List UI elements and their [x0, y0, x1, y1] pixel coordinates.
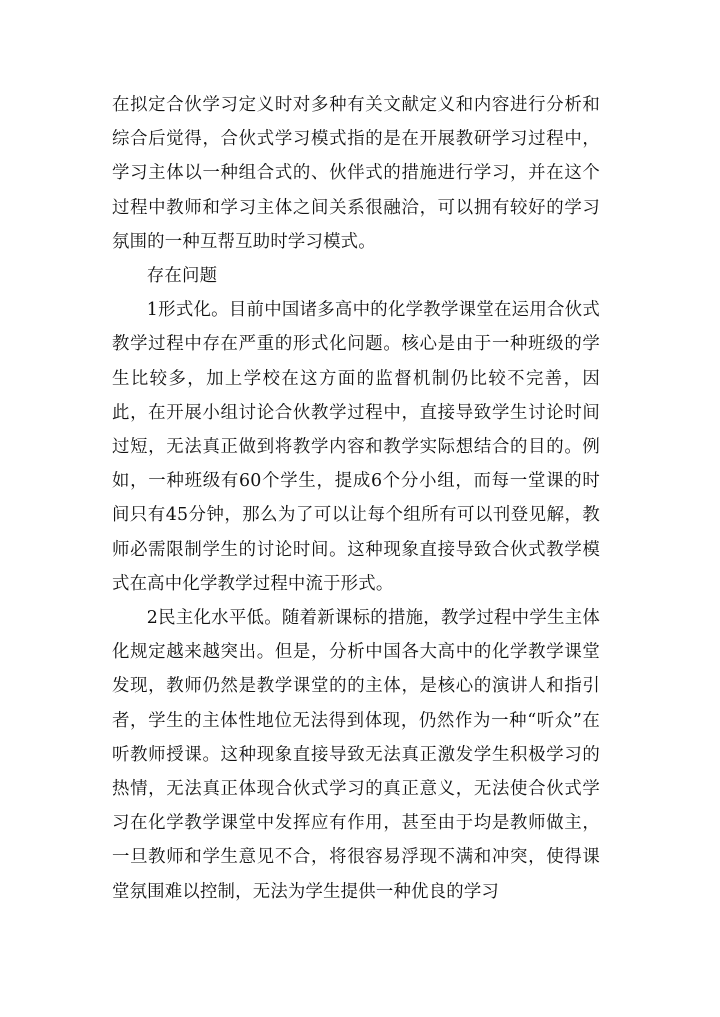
section-heading-problems: 存在问题: [146, 266, 218, 287]
paragraph-formalization: 1形式化。目前中国诸多高中的化学教学课堂在运用合伙式教学过程中存在严重的形式化问题。核心是由于一种班级的学生比较多，加上学校在这方面的监督机制仍比较不完善，因此，在开展小组讨论合伙教学过程中，直接导致学生讨论时间过短，无法真正做到将教学内容和教学实际想结合的目的。例如，一种班级有60个学生，提成6个分小组，而每一堂课的时间只有45分钟，那么为了可以让每个组所有可以刊登见解，教师必需限制学生的讨论时间。这种现象直接导致合伙式教学模式在高中化学教学过程中流于形式。: [112, 300, 600, 594]
document-body: [112, 88, 600, 909]
paragraph-democratization: 2民主化水平低。随着新课标的措施，教学过程中学生主体化规定越来越突出。但是，分析中国各大高中的化学教学课堂发现，教师仍然是教学课堂的的主体，是核心的演讲人和指引者，学生的主体性地位无法得到体现，仍然作为一种“听众”在听教师授课。这种现象直接导致无法真正激发学生积极学习的热情，无法真正体现合伙式学习的真正意义，无法使合伙式学习在化学教学课堂中发挥应有作用，甚至由于均是教师做主，一旦教师和学生意见不合，将很容易浮现不满和冲突，使得课堂氛围难以控制，无法为学生提供一种优良的学习: [112, 608, 600, 902]
paragraph-definition: 在拟定合伙学习定义时对多种有关文献定义和内容进行分析和综合后觉得，合伙式学习模式指的是在开展教研学习过程中，学习主体以一种组合式的、伙伴式的措施进行学习，并在这个过程中教师和学习主体之间关系很融洽，可以拥有较好的学习氛围的一种互帮互助时学习模式。: [112, 95, 600, 252]
